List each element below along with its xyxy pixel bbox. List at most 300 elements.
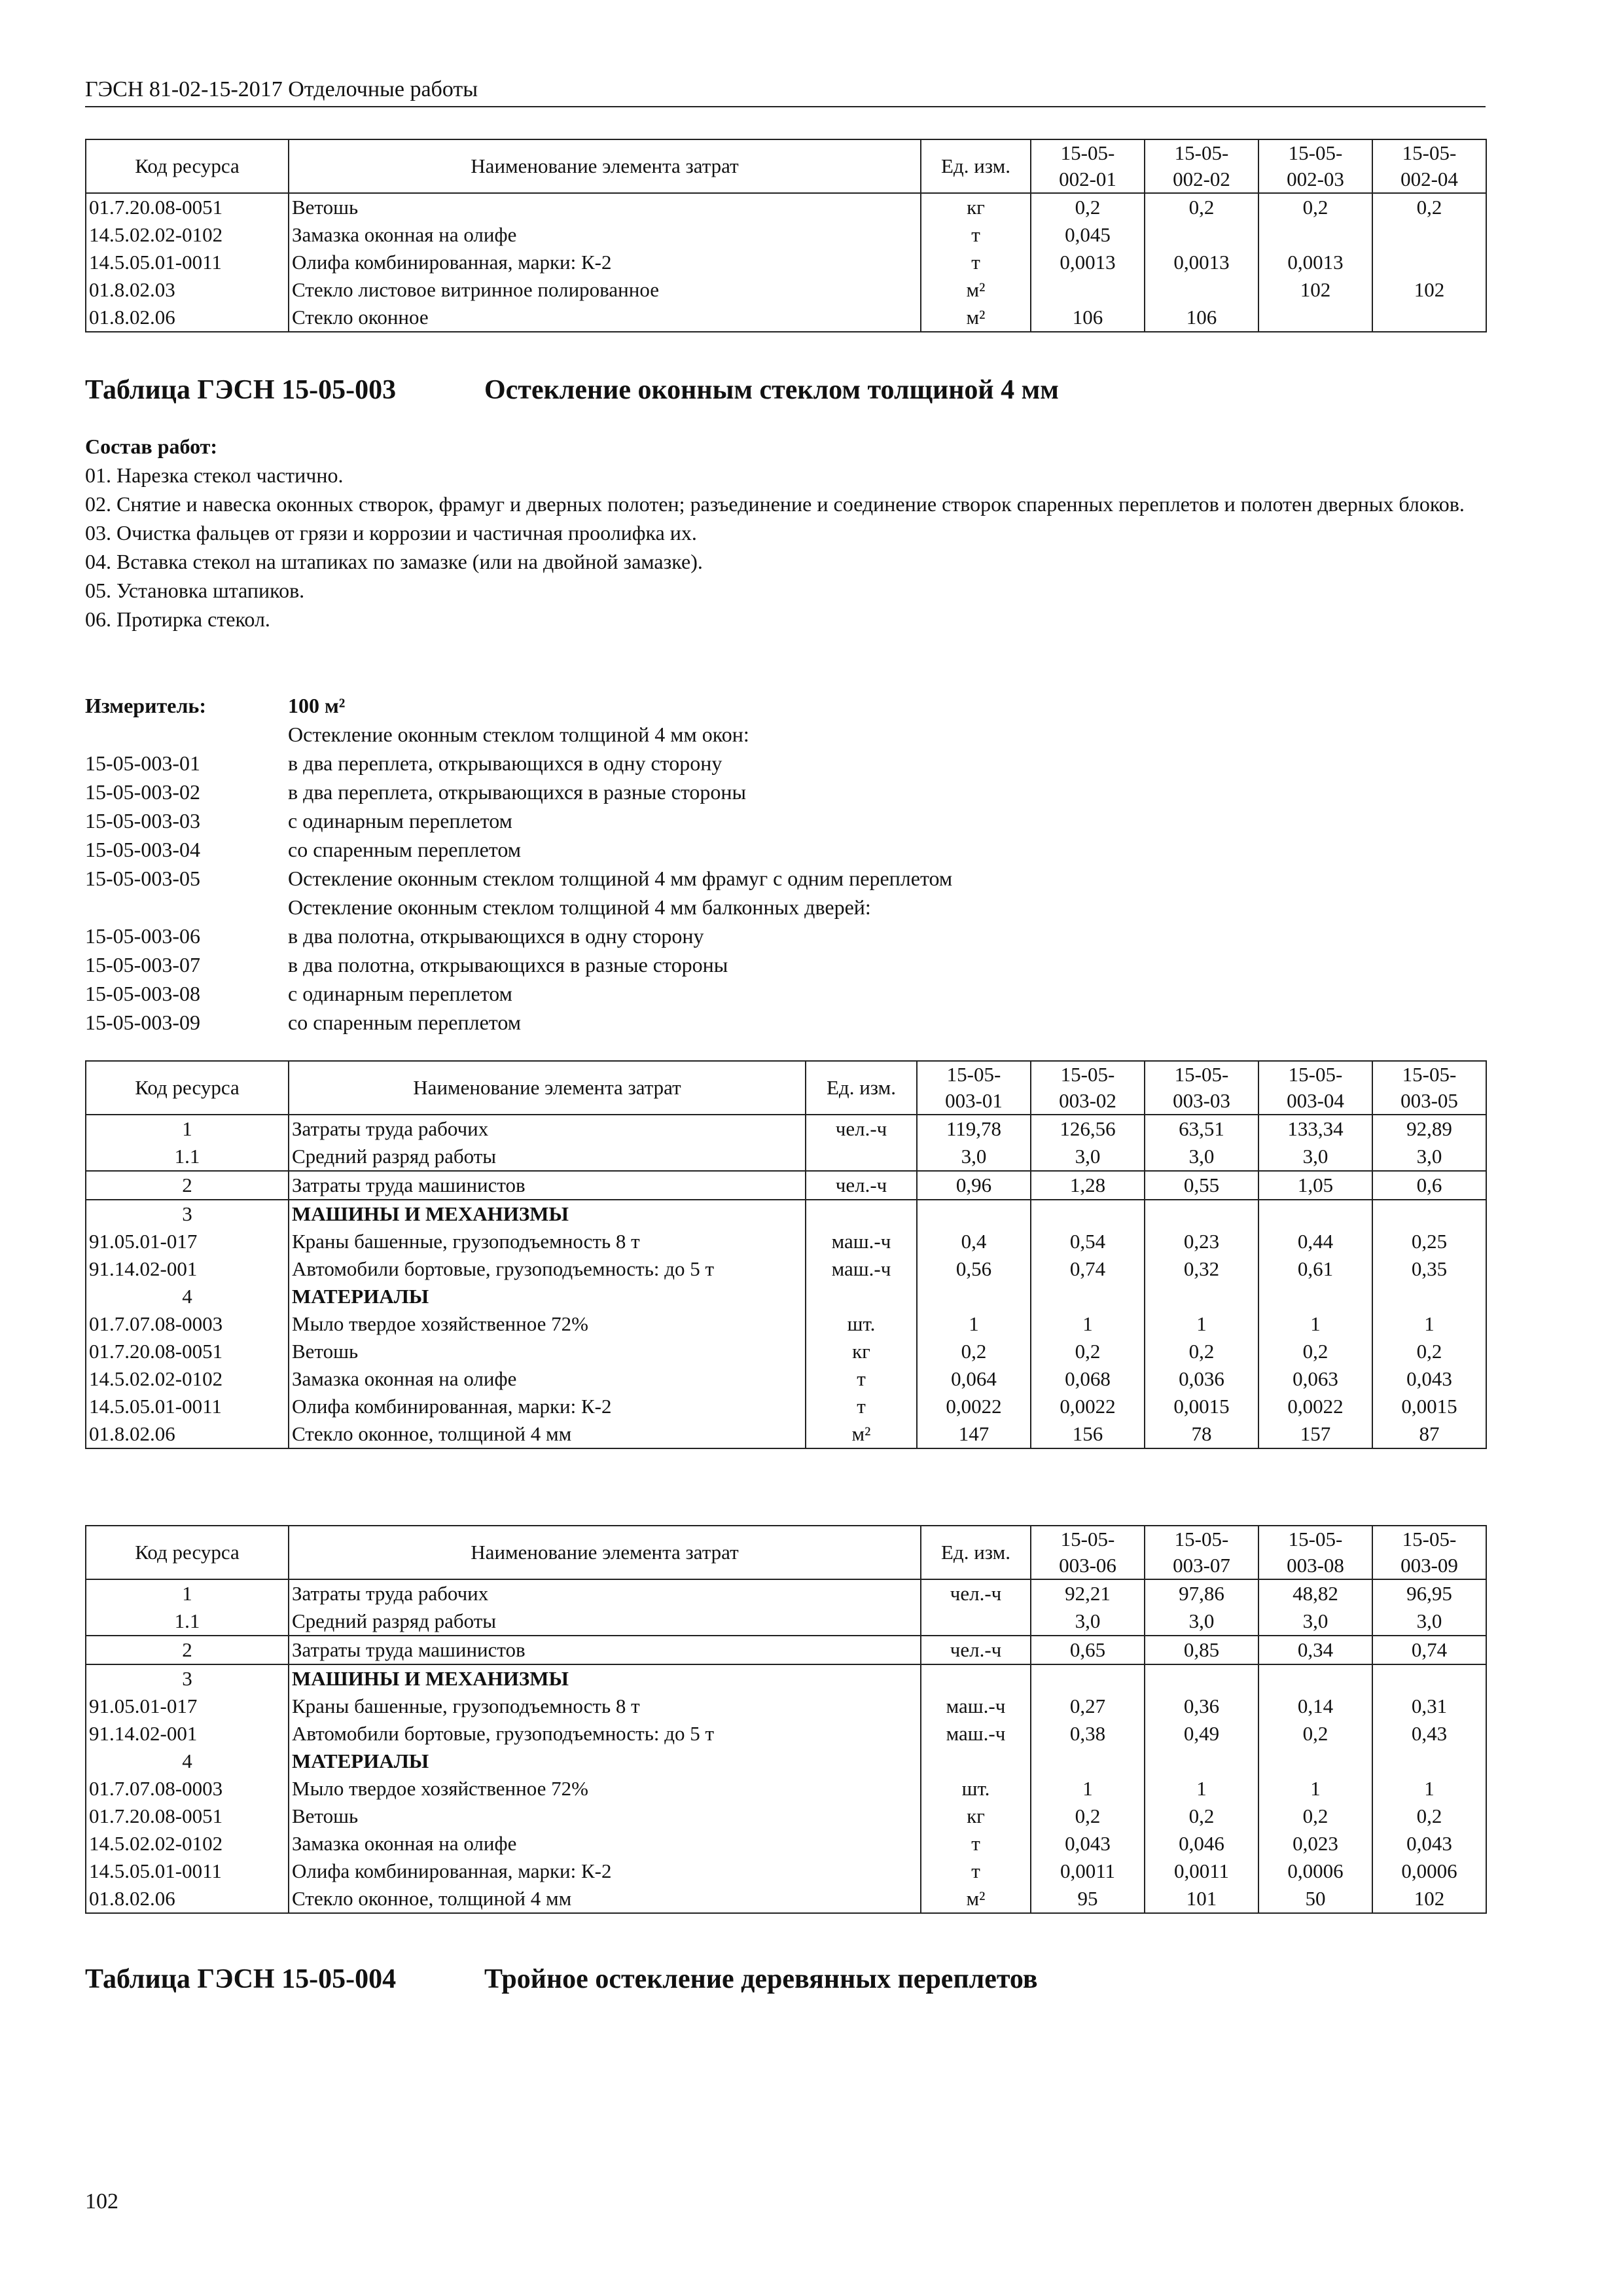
cell-value: 1 — [1031, 1310, 1145, 1338]
table-row — [86, 1420, 1486, 1448]
cell-value — [917, 1283, 1031, 1310]
cell-value: 50 — [1258, 1885, 1372, 1913]
cell-value: 3,0 — [1031, 1143, 1145, 1171]
cell-name: Стекло листовое витринное полированное — [289, 276, 921, 304]
cell-value: 1 — [1372, 1310, 1486, 1338]
cell-value: 0,0006 — [1372, 1857, 1486, 1885]
norm-code: 15-05-003-06 — [85, 924, 200, 948]
cell-value: 0,0013 — [1145, 249, 1258, 276]
cell-code: 91.05.01-017 — [86, 1228, 289, 1255]
cell-name: Стекло оконное, толщиной 4 мм — [289, 1885, 921, 1913]
cell-code: 14.5.05.01-0011 — [86, 249, 289, 276]
cell-value: 3,0 — [1258, 1143, 1372, 1171]
table-title-15-05-004 — [85, 1964, 1038, 1995]
cell-code: 1 — [86, 1579, 289, 1607]
norm-description: с одинарным переплетом — [288, 982, 512, 1005]
cell-code: 14.5.02.02-0102 — [86, 1365, 289, 1393]
meter-row — [85, 720, 1486, 749]
cell-value — [1372, 1200, 1486, 1228]
cell-unit: маш.-ч — [921, 1720, 1031, 1748]
cell-value — [1031, 1283, 1145, 1310]
cell-name: МАШИНЫ И МЕХАНИЗМЫ — [289, 1200, 806, 1228]
cell-value — [1145, 1664, 1258, 1693]
cell-name: Мыло твердое хозяйственное 72% — [289, 1775, 921, 1803]
cell-value — [1145, 1748, 1258, 1775]
cell-unit: м² — [921, 1885, 1031, 1913]
cell-unit — [921, 1607, 1031, 1636]
cell-name: Замазка оконная на олифе — [289, 1365, 806, 1393]
composition-step: 03. Очистка фальцев от грязи и коррозии и частичная проолифка их. — [85, 521, 697, 545]
cell-value: 0,38 — [1031, 1720, 1145, 1748]
table-title-text: Остекление оконным стеклом толщиной 4 мм — [484, 375, 1059, 405]
cell-value — [1145, 276, 1258, 304]
col-header-norm: 15-05- 003-08 — [1258, 1526, 1372, 1579]
cell-value: 1,28 — [1031, 1171, 1145, 1200]
cell-name: Средний разряд работы — [289, 1607, 921, 1636]
cell-value: 0,0015 — [1372, 1393, 1486, 1420]
document-page — [85, 0, 1486, 2296]
cell-value: 48,82 — [1258, 1579, 1372, 1607]
norm-description: Остекление оконным стеклом толщиной 4 мм балконных дверей: — [288, 895, 871, 919]
cell-code: 91.05.01-017 — [86, 1693, 289, 1720]
cell-name: Средний разряд работы — [289, 1143, 806, 1171]
cell-name: МАШИНЫ И МЕХАНИЗМЫ — [289, 1664, 921, 1693]
cell-code: 14.5.02.02-0102 — [86, 221, 289, 249]
cell-value: 0,34 — [1258, 1636, 1372, 1664]
table-row — [86, 1830, 1486, 1857]
cell-code: 01.8.02.06 — [86, 1420, 289, 1448]
cell-value — [1145, 1200, 1258, 1228]
norm-code: 15-05-003-07 — [85, 953, 200, 977]
cell-value: 0,064 — [917, 1365, 1031, 1393]
cell-code: 3 — [86, 1664, 289, 1693]
cell-value: 0,036 — [1145, 1365, 1258, 1393]
cell-name: Затраты труда машинистов — [289, 1171, 806, 1200]
table-row — [86, 1775, 1486, 1803]
cell-value: 0,36 — [1145, 1693, 1258, 1720]
cell-code: 01.7.07.08-0003 — [86, 1310, 289, 1338]
cell-unit: чел.-ч — [921, 1579, 1031, 1607]
cell-value — [1372, 221, 1486, 249]
cell-unit: кг — [921, 1803, 1031, 1830]
col-header-unit: Ед. изм. — [921, 139, 1031, 193]
cell-name: Олифа комбинированная, марки: К-2 — [289, 1393, 806, 1420]
cell-value — [1031, 1664, 1145, 1693]
cell-value: 0,23 — [1145, 1228, 1258, 1255]
cell-value — [1031, 276, 1145, 304]
meter-row — [85, 749, 1486, 778]
cell-value: 3,0 — [1372, 1143, 1486, 1171]
cell-value: 0,046 — [1145, 1830, 1258, 1857]
cell-value: 106 — [1145, 304, 1258, 332]
norm-description: со спаренным переплетом — [288, 1011, 521, 1034]
meter-row — [85, 893, 1486, 922]
cell-value: 0,0022 — [1031, 1393, 1145, 1420]
table-header-row — [86, 1526, 1486, 1579]
col-header-norm: 15-05- 003-02 — [1031, 1061, 1145, 1115]
cell-unit — [921, 1748, 1031, 1775]
cell-value: 0,045 — [1031, 221, 1145, 249]
cell-value: 97,86 — [1145, 1579, 1258, 1607]
table-row — [86, 1857, 1486, 1885]
col-header-name: Наименование элемента затрат — [289, 139, 921, 193]
cell-unit: кг — [921, 193, 1031, 221]
table-row — [86, 193, 1486, 221]
norm-description: Остекление оконным стеклом толщиной 4 мм окон: — [288, 723, 749, 746]
cell-value: 0,0015 — [1145, 1393, 1258, 1420]
col-header-name: Наименование элемента затрат — [289, 1061, 806, 1115]
cell-unit: т — [921, 221, 1031, 249]
table-row — [86, 1803, 1486, 1830]
cell-code: 2 — [86, 1636, 289, 1664]
col-header-norm: 15-05- 002-01 — [1031, 139, 1145, 193]
cell-value: 0,043 — [1372, 1830, 1486, 1857]
table-row — [86, 1579, 1486, 1607]
resource-table-15-05-003-a — [85, 1060, 1487, 1449]
composition-step: 05. Установка штапиков. — [85, 579, 305, 602]
table-row — [86, 1143, 1486, 1171]
cell-name: Стекло оконное — [289, 304, 921, 332]
meter-row — [85, 979, 1486, 1008]
cell-value: 0,2 — [1145, 1338, 1258, 1365]
cell-value — [1031, 1200, 1145, 1228]
col-header-norm: 15-05- 003-09 — [1372, 1526, 1486, 1579]
cell-code: 3 — [86, 1200, 289, 1228]
cell-code: 4 — [86, 1283, 289, 1310]
table-row — [86, 304, 1486, 332]
cell-unit: м² — [921, 304, 1031, 332]
work-composition — [85, 432, 1486, 634]
composition-step: 06. Протирка стекол. — [85, 607, 270, 631]
cell-unit: т — [921, 1830, 1031, 1857]
cell-value: 92,89 — [1372, 1115, 1486, 1143]
cell-value: 0,96 — [917, 1171, 1031, 1200]
meter-row — [85, 691, 1486, 720]
cell-value: 126,56 — [1031, 1115, 1145, 1143]
cell-value — [1031, 1748, 1145, 1775]
cell-name: Затраты труда машинистов — [289, 1636, 921, 1664]
col-header-code: Код ресурса — [86, 1526, 289, 1579]
cell-value: 1 — [1031, 1775, 1145, 1803]
cell-unit: м² — [921, 276, 1031, 304]
cell-code: 01.7.20.08-0051 — [86, 1338, 289, 1365]
table-number: Таблица ГЭСН 15-05-004 — [85, 1964, 397, 1994]
cell-code: 01.8.02.06 — [86, 1885, 289, 1913]
table-row — [86, 221, 1486, 249]
norm-description: Остекление оконным стеклом толщиной 4 мм фрамуг с одним переплетом — [288, 867, 953, 890]
cell-value: 87 — [1372, 1420, 1486, 1448]
cell-value: 0,74 — [1372, 1636, 1486, 1664]
cell-value: 0,2 — [1258, 1803, 1372, 1830]
cell-code: 01.8.02.03 — [86, 276, 289, 304]
table-row — [86, 1636, 1486, 1664]
table-row — [86, 1607, 1486, 1636]
cell-value: 0,25 — [1372, 1228, 1486, 1255]
cell-unit: маш.-ч — [806, 1228, 917, 1255]
cell-unit: кг — [806, 1338, 917, 1365]
cell-value: 1 — [1258, 1775, 1372, 1803]
cell-unit: т — [921, 249, 1031, 276]
cell-value: 102 — [1372, 276, 1486, 304]
col-header-code: Код ресурса — [86, 139, 289, 193]
cell-value: 3,0 — [1145, 1607, 1258, 1636]
norm-code: 15-05-003-03 — [85, 809, 200, 833]
cell-code: 14.5.02.02-0102 — [86, 1830, 289, 1857]
cell-value: 0,65 — [1031, 1636, 1145, 1664]
norm-code — [85, 893, 288, 922]
cell-value: 0,14 — [1258, 1693, 1372, 1720]
cell-value — [1258, 1664, 1372, 1693]
composition-step: 04. Вставка стекол на штапиках по замазке (или на двойной замазке). — [85, 550, 703, 573]
cell-code: 91.14.02-001 — [86, 1720, 289, 1748]
cell-unit: маш.-ч — [806, 1255, 917, 1283]
cell-value — [1372, 1748, 1486, 1775]
cell-value: 0,0022 — [917, 1393, 1031, 1420]
cell-value: 0,0011 — [1031, 1857, 1145, 1885]
cell-value: 3,0 — [1031, 1607, 1145, 1636]
meter-row — [85, 922, 1486, 950]
cell-value — [1258, 304, 1372, 332]
cell-value — [1372, 1664, 1486, 1693]
cell-value: 0,43 — [1372, 1720, 1486, 1748]
cell-value: 0,35 — [1372, 1255, 1486, 1283]
cell-code: 01.7.07.08-0003 — [86, 1775, 289, 1803]
cell-value — [1145, 221, 1258, 249]
cell-value: 0,043 — [1031, 1830, 1145, 1857]
norm-code — [85, 720, 288, 749]
meter-row — [85, 950, 1486, 979]
norm-code: 15-05-003-09 — [85, 1011, 200, 1034]
cell-name: Автомобили бортовые, грузоподъемность: до 5 т — [289, 1255, 806, 1283]
cell-value: 1 — [1145, 1310, 1258, 1338]
cell-code: 1 — [86, 1115, 289, 1143]
cell-value: 0,2 — [1258, 1338, 1372, 1365]
col-header-norm: 15-05- 003-06 — [1031, 1526, 1145, 1579]
cell-unit: м² — [806, 1420, 917, 1448]
cell-code: 4 — [86, 1748, 289, 1775]
cell-value: 0,068 — [1031, 1365, 1145, 1393]
cell-value: 157 — [1258, 1420, 1372, 1448]
cell-value: 3,0 — [1145, 1143, 1258, 1171]
cell-value — [1372, 249, 1486, 276]
resource-table-15-05-002 — [85, 139, 1487, 332]
cell-value: 106 — [1031, 304, 1145, 332]
cell-value — [1258, 1748, 1372, 1775]
cell-value: 0,2 — [917, 1338, 1031, 1365]
table-header-row — [86, 1061, 1486, 1115]
composition-step: 01. Нарезка стекол частично. — [85, 463, 344, 487]
col-header-norm: 15-05- 003-01 — [917, 1061, 1031, 1115]
cell-value: 1 — [1145, 1775, 1258, 1803]
cell-value: 0,2 — [1372, 1338, 1486, 1365]
table-row — [86, 1255, 1486, 1283]
meter-value: 100 м² — [288, 694, 346, 717]
cell-value — [1258, 1200, 1372, 1228]
cell-name: Ветошь — [289, 1803, 921, 1830]
cell-value: 0,61 — [1258, 1255, 1372, 1283]
cell-name: Стекло оконное, толщиной 4 мм — [289, 1420, 806, 1448]
meter-block — [85, 691, 1486, 1037]
cell-value: 0,44 — [1258, 1228, 1372, 1255]
composition-heading: Состав работ: — [85, 435, 218, 458]
table-row — [86, 276, 1486, 304]
table-row — [86, 1720, 1486, 1748]
cell-value: 0,2 — [1258, 193, 1372, 221]
composition-step: 02. Снятие и навеска оконных створок, фрамуг и дверных полотен; разъединение и соединение створок спаренных переплетов и полотен дверных блоков. — [85, 492, 1465, 516]
cell-value: 0,2 — [1372, 1803, 1486, 1830]
cell-value: 0,27 — [1031, 1693, 1145, 1720]
cell-name: Олифа комбинированная, марки: К-2 — [289, 249, 921, 276]
cell-unit: т — [806, 1393, 917, 1420]
table-row — [86, 1283, 1486, 1310]
table-title-text: Тройное остекление деревянных переплетов — [484, 1964, 1038, 1994]
norm-description: в два переплета, открывающихся в разные стороны — [288, 780, 747, 804]
cell-value: 96,95 — [1372, 1579, 1486, 1607]
table-header-row — [86, 139, 1486, 193]
cell-value: 0,55 — [1145, 1171, 1258, 1200]
norm-code: 15-05-003-01 — [85, 751, 200, 775]
table-row — [86, 1200, 1486, 1228]
cell-unit: шт. — [921, 1775, 1031, 1803]
cell-value: 147 — [917, 1420, 1031, 1448]
cell-unit: т — [921, 1857, 1031, 1885]
cell-value: 3,0 — [1372, 1607, 1486, 1636]
cell-value: 0,2 — [1031, 1338, 1145, 1365]
table-row — [86, 249, 1486, 276]
cell-value: 101 — [1145, 1885, 1258, 1913]
cell-name: МАТЕРИАЛЫ — [289, 1283, 806, 1310]
cell-value: 0,2 — [1145, 1803, 1258, 1830]
cell-value: 0,85 — [1145, 1636, 1258, 1664]
resource-table-15-05-003-b — [85, 1525, 1487, 1914]
cell-value: 0,31 — [1372, 1693, 1486, 1720]
cell-value: 0,2 — [1372, 193, 1486, 221]
cell-value: 0,0013 — [1258, 249, 1372, 276]
table-row — [86, 1365, 1486, 1393]
table-row — [86, 1664, 1486, 1693]
cell-code: 1.1 — [86, 1143, 289, 1171]
running-header: ГЭСН 81-02-15-2017 Отделочные работы — [85, 77, 1486, 107]
col-header-norm: 15-05- 003-03 — [1145, 1061, 1258, 1115]
cell-value: 0,54 — [1031, 1228, 1145, 1255]
cell-name: Ветошь — [289, 1338, 806, 1365]
cell-unit: маш.-ч — [921, 1693, 1031, 1720]
table-title-15-05-003 — [85, 374, 1059, 406]
col-header-norm: 15-05- 002-03 — [1258, 139, 1372, 193]
table-row — [86, 1338, 1486, 1365]
cell-name: Замазка оконная на олифе — [289, 221, 921, 249]
cell-code: 2 — [86, 1171, 289, 1200]
norm-code: 15-05-003-08 — [85, 982, 200, 1005]
table-row — [86, 1748, 1486, 1775]
cell-value: 1 — [1372, 1775, 1486, 1803]
cell-name: Краны башенные, грузоподъемность 8 т — [289, 1693, 921, 1720]
cell-value: 3,0 — [1258, 1607, 1372, 1636]
cell-unit — [921, 1664, 1031, 1693]
cell-name: Мыло твердое хозяйственное 72% — [289, 1310, 806, 1338]
cell-unit — [806, 1200, 917, 1228]
cell-unit: чел.-ч — [806, 1115, 917, 1143]
cell-code: 14.5.05.01-0011 — [86, 1857, 289, 1885]
col-header-norm: 15-05- 002-02 — [1145, 139, 1258, 193]
cell-value: 0,32 — [1145, 1255, 1258, 1283]
cell-value — [1372, 1283, 1486, 1310]
norm-code: 15-05-003-04 — [85, 838, 200, 861]
norm-description: в два переплета, открывающихся в одну сторону — [288, 751, 722, 775]
cell-name: Затраты труда рабочих — [289, 1579, 921, 1607]
cell-value: 0,0011 — [1145, 1857, 1258, 1885]
cell-value: 0,6 — [1372, 1171, 1486, 1200]
cell-name: Замазка оконная на олифе — [289, 1830, 921, 1857]
cell-value: 0,063 — [1258, 1365, 1372, 1393]
cell-value: 0,4 — [917, 1228, 1031, 1255]
meter-row — [85, 864, 1486, 893]
cell-unit: шт. — [806, 1310, 917, 1338]
cell-code: 01.7.20.08-0051 — [86, 193, 289, 221]
cell-value: 1,05 — [1258, 1171, 1372, 1200]
norm-code: 15-05-003-02 — [85, 780, 200, 804]
cell-value — [1258, 1283, 1372, 1310]
cell-value: 1 — [1258, 1310, 1372, 1338]
cell-unit — [806, 1143, 917, 1171]
table-row — [86, 1115, 1486, 1143]
meter-row — [85, 806, 1486, 835]
table-number: Таблица ГЭСН 15-05-003 — [85, 375, 397, 405]
meter-label: Измеритель: — [85, 694, 206, 717]
cell-value: 78 — [1145, 1420, 1258, 1448]
norm-description: в два полотна, открывающихся в разные стороны — [288, 953, 728, 977]
table-row — [86, 1228, 1486, 1255]
cell-value: 0,2 — [1031, 193, 1145, 221]
cell-value: 0,49 — [1145, 1720, 1258, 1748]
page-number: 102 — [85, 2189, 118, 2214]
cell-value: 92,21 — [1031, 1579, 1145, 1607]
col-header-code: Код ресурса — [86, 1061, 289, 1115]
cell-code: 14.5.05.01-0011 — [86, 1393, 289, 1420]
cell-value — [1258, 221, 1372, 249]
cell-name: Ветошь — [289, 193, 921, 221]
col-header-unit: Ед. изм. — [806, 1061, 917, 1115]
cell-unit: т — [806, 1365, 917, 1393]
meter-row — [85, 1008, 1486, 1037]
cell-value: 0,0022 — [1258, 1393, 1372, 1420]
cell-value — [917, 1200, 1031, 1228]
cell-value: 0,2 — [1031, 1803, 1145, 1830]
norm-code: 15-05-003-05 — [85, 867, 200, 890]
meter-row — [85, 835, 1486, 864]
cell-value: 119,78 — [917, 1115, 1031, 1143]
table-row — [86, 1171, 1486, 1200]
cell-value — [1145, 1283, 1258, 1310]
table-row — [86, 1693, 1486, 1720]
cell-name: Краны башенные, грузоподъемность 8 т — [289, 1228, 806, 1255]
norm-description: со спаренным переплетом — [288, 838, 521, 861]
cell-value: 0,023 — [1258, 1830, 1372, 1857]
col-header-norm: 15-05- 003-04 — [1258, 1061, 1372, 1115]
cell-value: 0,2 — [1145, 193, 1258, 221]
cell-value: 0,0013 — [1031, 249, 1145, 276]
table-row — [86, 1885, 1486, 1913]
cell-name: Автомобили бортовые, грузоподъемность: до 5 т — [289, 1720, 921, 1748]
norm-description: с одинарным переплетом — [288, 809, 512, 833]
cell-value: 0,2 — [1258, 1720, 1372, 1748]
cell-value: 0,74 — [1031, 1255, 1145, 1283]
cell-code: 91.14.02-001 — [86, 1255, 289, 1283]
cell-name: Олифа комбинированная, марки: К-2 — [289, 1857, 921, 1885]
cell-name: Затраты труда рабочих — [289, 1115, 806, 1143]
cell-value: 0,043 — [1372, 1365, 1486, 1393]
cell-value: 95 — [1031, 1885, 1145, 1913]
